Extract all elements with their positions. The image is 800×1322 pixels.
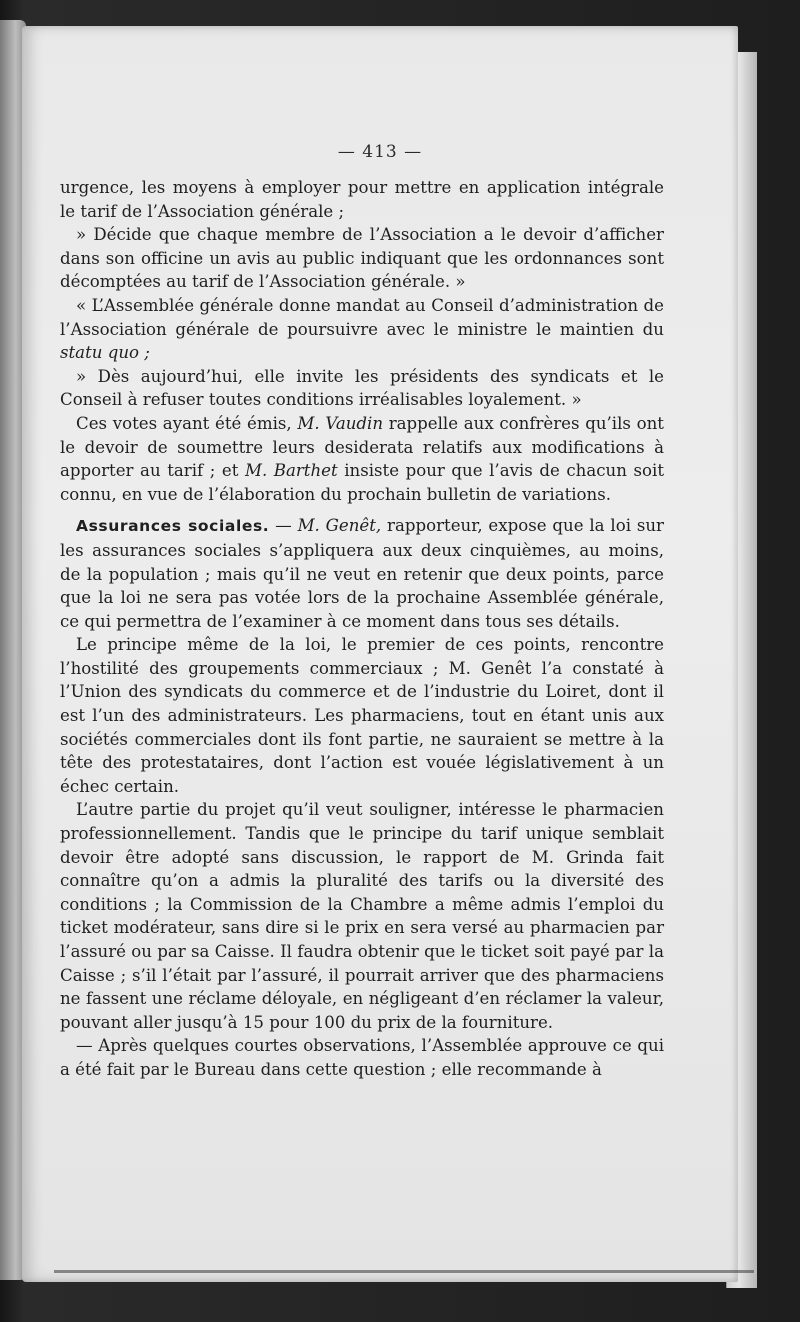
book-page xyxy=(22,26,738,1282)
text-run: L’autre partie du projet qu’il veut souligner, intéresse le pharmacien professionnellement. Tandis que le principe du tarif unique semblait devoir être adopté sans discussion, le rapport de M. Grinda fait connaître qu’on a admis la pluralité des tarifs ou la diversité des conditions ; la Commission de la Chambre a même admis l’emploi du ticket modérateur, sans dire si le prix en sera versé au pharmacien par l’assuré ou par sa Caisse. Il faudra obtenir que le ticket soit payé par la Caisse ; s’il l’était par l’assuré, il pourrait arriver que des pharmaciens ne fassent une réclame déloyale, en négligeant d’en réclamer la valeur, pouvant aller jusqu’à 15 pour 100 du prix de la fourniture. xyxy=(60,800,664,1032)
page-body xyxy=(60,176,664,1082)
paragraph xyxy=(60,294,664,365)
page-number: — 413 — xyxy=(337,142,423,162)
italic-name: M. Barthet xyxy=(244,461,338,481)
text-run: urgence, les moyens à employer pour mettre en application intégrale le tarif de l’Association générale ; xyxy=(60,178,664,221)
paragraph xyxy=(60,223,664,294)
paragraph xyxy=(60,176,664,223)
text-run: rappelle aux confrères qu’ils ont le devoir de soumettre leurs desiderata relatifs aux modifications à apporter au tarif ; et xyxy=(60,413,664,481)
text-run: — Après quelques courtes observations, l’Assemblée approuve ce qui a été fait par le Bureau dans cette question ; elle recommande à xyxy=(60,1036,664,1079)
paragraph xyxy=(60,798,664,1034)
paragraph xyxy=(60,412,664,506)
paragraph xyxy=(60,633,664,798)
paragraph xyxy=(60,514,664,633)
paragraph xyxy=(60,365,664,412)
text-run: « L’Assemblée générale donne mandat au Conseil d’administration de l’Association générale de poursuivre avec le ministre le maintien du xyxy=(60,295,664,339)
paragraph xyxy=(60,1034,664,1081)
text-run: Le principe même de la loi, le premier de ces points, rencontre l’hostilité des groupements commerciaux ; M. Genêt l’a constaté à l’Union des syndicats du commerce et de l’industrie du Loiret, dont il est l’un des administrateurs. Les pharmaciens, tout en étant unis aux sociétés commerciales dont ils font partie, ne sauraient se mettre à la tête des protestataires, dont l’action est vouée législativement à un échec certain. xyxy=(60,635,664,796)
text-run: » Dès aujourd’hui, elle invite les présidents des syndicats et le Conseil à refuser toutes conditions irréalisables loyalement. » xyxy=(60,366,664,410)
italic-name: M. Genêt, xyxy=(297,516,382,536)
italic-text-run: statu quo ; xyxy=(60,343,150,363)
text-run: rapporteur, expose que la loi sur les assurances sociales s’appliquera aux deux cinquièmes, au moins, de la population ; mais qu’il ne veut en retenir que deux points, parce que la loi ne sera pas votée lors de la prochaine Assemblée générale, ce qui permettra de l’examiner à ce moment dans tous ses détails. xyxy=(60,516,664,631)
section-heading: Assurances sociales. xyxy=(76,517,270,536)
text-run: » Décide que chaque membre de l’Association a le devoir d’afficher dans son officine un avis au public indiquant que les ordonnances sont décomptées au tarif de l’Association générale. » xyxy=(60,225,664,292)
text-run: — xyxy=(269,516,298,536)
text-run: Ces votes ayant été émis, xyxy=(76,413,298,433)
italic-name: M. Vaudin xyxy=(297,413,384,433)
page-bottom-rule xyxy=(54,1270,754,1273)
text-run: insiste pour que l’avis de chacun soit connu, en vue de l’élaboration du prochain bulletin de variations. xyxy=(60,461,664,504)
